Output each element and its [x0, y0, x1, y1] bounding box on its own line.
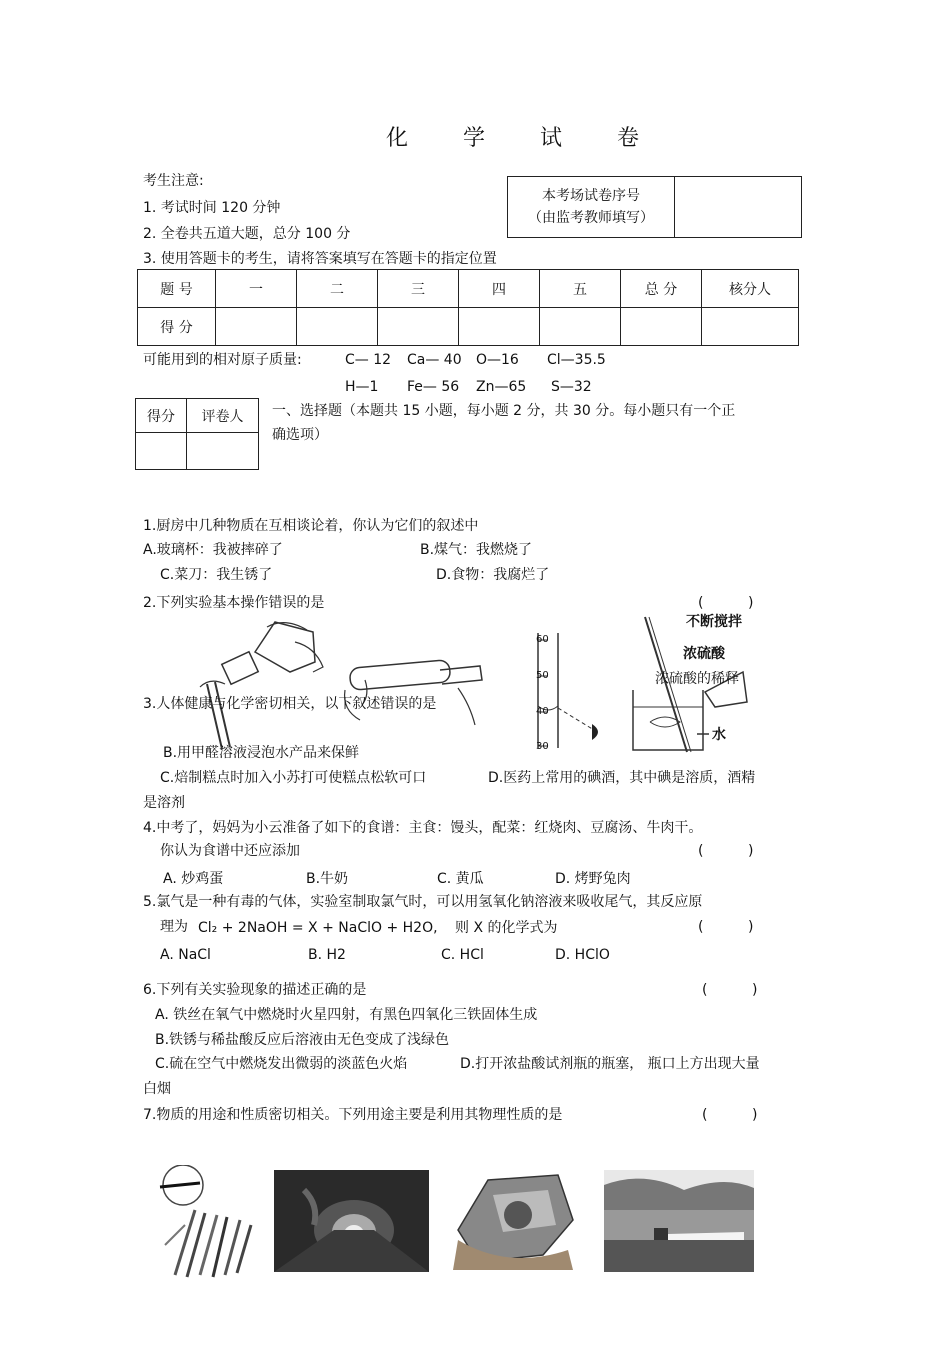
atomic-mass: O—16 [476, 352, 519, 368]
pouring-liquid-illustration [195, 612, 330, 752]
score-table [137, 269, 799, 346]
score-header: 一 [216, 270, 297, 308]
section-heading-cont: 确选项） [272, 427, 328, 443]
question-4-stem: 4.中考了，妈妈为小云准备了如下的食谱：主食：馒头，配菜：红烧肉、豆腐汤、牛肉干。 [143, 820, 703, 836]
question-4-stem-cont: 你认为食谱中还应添加 [160, 843, 300, 859]
test-tube-heating-illustration [340, 650, 490, 730]
question-3-option-d-cont: 是溶剂 [143, 795, 185, 811]
atomic-mass: Fe— 56 [407, 379, 460, 395]
score-cell[interactable] [297, 308, 378, 346]
mine-tunnel-image [274, 1170, 429, 1272]
atomic-mass-label: 可能用到的相对原子质量: [143, 352, 302, 368]
industrial-field-image [604, 1170, 754, 1272]
question-5-stem-cont: 理为 [160, 919, 188, 935]
question-5-stem: 5.氯气是一种有毒的气体，实验室制取氯气时，可以用氢氧化钠溶液来吸收尾气，其反应原 [143, 894, 703, 910]
question-6-option-c: C.硫在空气中燃烧发出微弱的淡蓝色火焰 [155, 1056, 408, 1072]
answer-paren: ( ) [702, 1107, 758, 1123]
grader-name-cell[interactable] [187, 433, 259, 470]
grader-score-label: 得分 [136, 399, 187, 433]
score-header: 四 [459, 270, 540, 308]
score-header: 二 [297, 270, 378, 308]
seat-number-field[interactable] [675, 177, 802, 238]
question-1-option-b: B.煤气：我燃烧了 [420, 542, 533, 558]
score-cell[interactable] [621, 308, 702, 346]
question-6-option-b: B.铁锈与稀盐酸反应后溶液由无色变成了浅绿色 [155, 1032, 450, 1048]
question-3-option-d: D.医药上常用的碘酒，其中碘是溶质，酒精 [488, 770, 756, 786]
pencil-leads-image [155, 1165, 260, 1280]
seat-box-note: （由监考教师填写） [528, 210, 654, 226]
figure-label: 浓硫酸 [683, 646, 725, 662]
question-5-option-a: A. NaCl [160, 947, 211, 963]
atomic-mass: S—32 [551, 379, 592, 395]
answer-paren: ( ) [698, 919, 754, 935]
question-4-option-d: D. 烤野兔肉 [555, 871, 631, 887]
section-heading: 一、选择题（本题共 15 小题，每小题 2 分，共 30 分。每小题只有一个正 [272, 403, 736, 419]
grader-score-cell[interactable] [136, 433, 187, 470]
grader-box [135, 398, 259, 470]
question-7-stem: 7.物质的用途和性质密切相关。下列用途主要是利用其物理性质的是 [143, 1107, 563, 1123]
scale-tick-label: 50 [536, 670, 549, 681]
notice-item: 3. 使用答题卡的考生，请将答案填写在答题卡的指定位置 [143, 251, 497, 267]
notice-item: 2. 全卷共五道大题，总分 100 分 [143, 226, 351, 242]
score-cell[interactable] [459, 308, 540, 346]
score-header: 题 号 [138, 270, 216, 308]
atomic-mass: Zn—65 [476, 379, 527, 395]
scale-tick-label: 60 [536, 634, 549, 645]
score-row-label: 得 分 [138, 308, 216, 346]
question-4-option-c: C. 黄瓜 [437, 871, 484, 887]
question-6-option-d: D.打开浓盐酸试剂瓶的瓶塞， 瓶口上方出现大量 [460, 1056, 760, 1072]
page-title: 化 学 试 卷 [386, 126, 663, 151]
question-4-option-b: B.牛奶 [306, 871, 349, 887]
answer-paren: ( ) [702, 982, 758, 998]
question-5-option-c: C. HCl [441, 947, 484, 963]
question-6-stem: 6.下列有关实验现象的描述正确的是 [143, 982, 367, 998]
score-header: 核分人 [702, 270, 799, 308]
score-cell[interactable] [378, 308, 459, 346]
grader-name-label: 评卷人 [187, 399, 259, 433]
reaction-equation: Cl₂ + 2NaOH = X + NaClO + H2O, [198, 920, 438, 936]
snack-package-image [448, 1170, 583, 1272]
graduated-cylinder-illustration [516, 628, 606, 753]
question-4-option-a: A. 炒鸡蛋 [163, 871, 224, 887]
question-1-option-a: A.玻璃杯：我被摔碎了 [143, 542, 283, 558]
score-cell[interactable] [216, 308, 297, 346]
question-3-option-b: B.用甲醛溶液浸泡水产品来保鲜 [163, 745, 360, 761]
figure-label: 水 [712, 727, 726, 743]
question-5-stem-cont: 则 X 的化学式为 [455, 920, 558, 936]
figure-caption: 浓硫酸的稀释 [655, 671, 739, 687]
seat-box-label: 本考场试卷序号 [542, 188, 640, 204]
question-3-option-c: C.焙制糕点时加入小苏打可使糕点松软可口 [160, 770, 427, 786]
figure-label: 不断搅拌 [686, 614, 742, 630]
question-2-stem: 2.下列实验基本操作错误的是 [143, 595, 325, 611]
question-1-option-c: C.菜刀：我生锈了 [160, 567, 273, 583]
notice-item: 1. 考试时间 120 分钟 [143, 200, 281, 216]
score-header: 三 [378, 270, 459, 308]
score-cell[interactable] [540, 308, 621, 346]
question-1-option-d: D.食物：我腐烂了 [436, 567, 550, 583]
seat-number-box [507, 176, 802, 238]
question-3-stem: 3.人体健康与化学密切相关，以下叙述错误的是 [143, 696, 437, 712]
question-6-option-d-cont: 白烟 [143, 1081, 171, 1097]
notice-heading: 考生注意: [143, 173, 204, 189]
question-6-option-a: A. 铁丝在氧气中燃烧时火星四射，有黑色四氧化三铁固体生成 [155, 1007, 538, 1023]
score-header: 五 [540, 270, 621, 308]
scale-tick-label: 40 [536, 706, 549, 717]
scale-tick-label: 30 [536, 741, 549, 752]
score-header: 总 分 [621, 270, 702, 308]
question-5-option-d: D. HClO [555, 947, 610, 963]
answer-paren: ( ) [698, 595, 754, 611]
atomic-mass: C— 12 [345, 352, 392, 368]
question-5-option-b: B. H2 [308, 947, 346, 963]
answer-paren: ( ) [698, 843, 754, 859]
atomic-mass: Ca— 40 [407, 352, 462, 368]
question-1-stem: 1.厨房中几种物质在互相谈论着，你认为它们的叙述中 [143, 518, 479, 534]
score-cell[interactable] [702, 308, 799, 346]
atomic-mass: Cl—35.5 [547, 352, 606, 368]
atomic-mass: H—1 [345, 379, 379, 395]
